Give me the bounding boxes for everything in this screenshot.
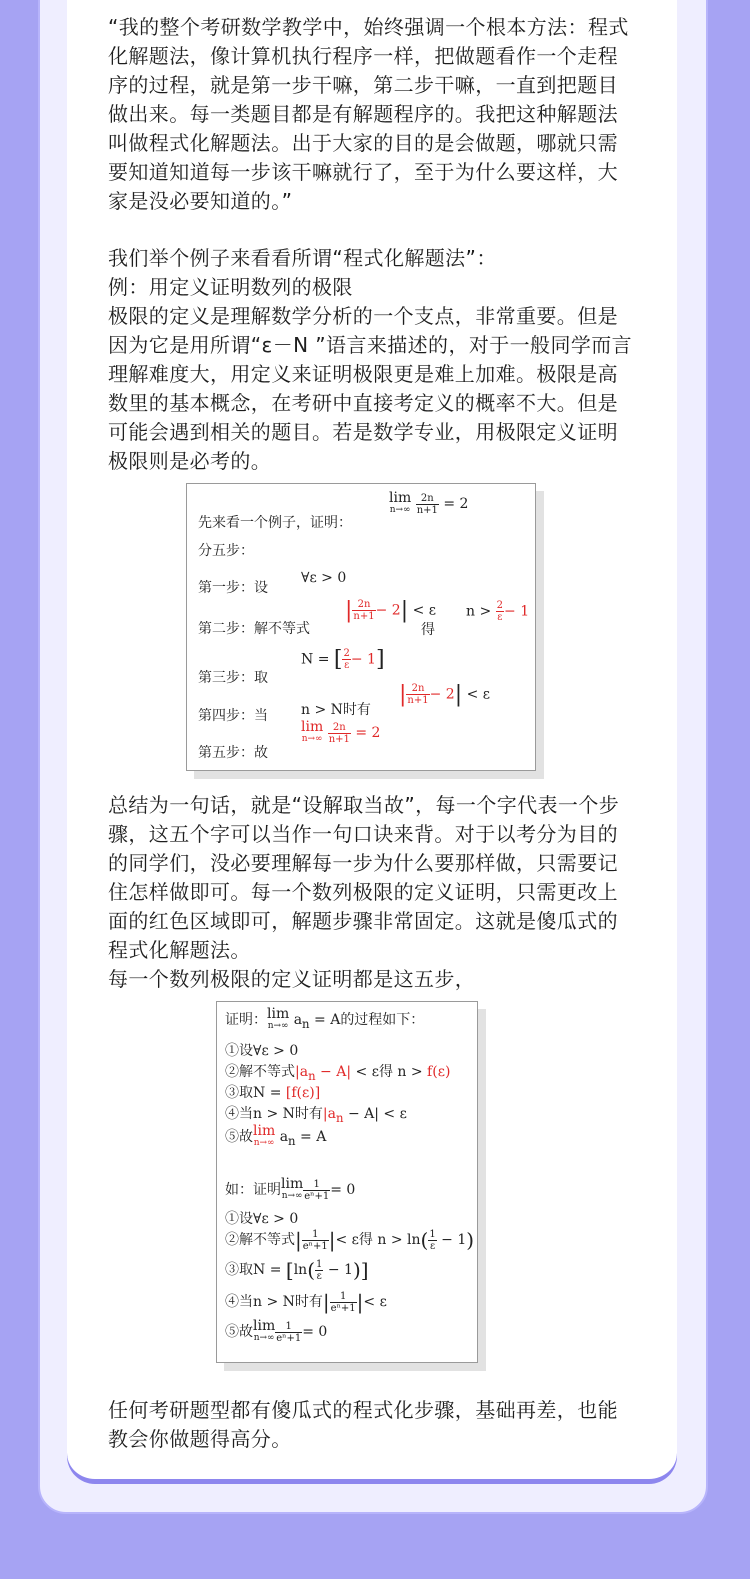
fig1-step4-label: 第四步：当 [198,708,268,724]
fig1-step3-label: 第三步：取 [198,670,268,686]
quote-line: “我的整个考研数学教学中，始终强调一个根本方法：程式 [108,15,629,39]
fraction: $\frac{2n}{n+1}$ [416,492,438,516]
fig2-title: 证明： lim n→∞ $a_n = A$的过程如下： [225,1006,425,1031]
quote-line: 要知道知道每一步该干嘛就行了，至于为什么要这样，大 [108,160,618,184]
quote-line: 家是没必要知道的。” [108,189,293,213]
fig2-ex-step1: ①设∀ε > 0 [225,1211,299,1227]
fig1-steps-label: 分五步： [198,543,254,559]
intro-line: 理解难度大，用定义来证明极限更是难上加难。极限是高 [108,362,618,386]
summary-line: 程式化解题法。 [108,938,251,962]
intro-line: 例：用定义证明数列的极限 [108,275,353,299]
fig2-example-title: 如：证明 lim n→∞ $\frac{1}{\text{eⁿ+1}}$ = 0 [225,1176,356,1202]
fig2-step5: ⑤故 lim n→∞ $a_n = A$ [225,1123,327,1148]
fig2-ex-step3: ③取N = [ln( $\frac{1}{\varepsilon}$ − 1)] [225,1258,369,1282]
summary-line: 住怎样做即可。每一个数列极限的定义证明，只需更改上 [108,880,618,904]
quote-line: 叫做程式化解题法。出于大家的目的是会做题，哪就只需 [108,131,618,155]
summary-line: 的同学们，没必要理解每一步为什么要那样做，只需要记 [108,851,618,875]
summary-paragraph [108,791,644,994]
intro-line: 因为它是用所谓“ε－N ”语言来描述的，对于一般同学而言 [108,333,633,357]
intro-paragraph [108,244,644,476]
fig1-step4-ineq: | $\frac{2n}{n+1}$ − 2| < ε [399,682,491,707]
intro-line: 我们举个例子来看看所谓“程式化解题法”： [108,246,497,270]
lim-symbol: lim n→∞ [389,490,412,515]
quote-line: 化解题法，像计算机执行程序一样，把做题看作一个走程 [108,44,618,68]
summary-line: 总结为一句话，就是“设解取当故”，每一个字代表一个步 [108,793,620,817]
intro-line: 数里的基本概念，在考研中直接考定义的概率不大。但是 [108,391,618,415]
fig1-step3-expr: N = [ $\frac{2}{\varepsilon}$ − 1] [301,647,385,672]
example-proof-figure [186,483,536,771]
quote-line: 做出来。每一类题目都是有解题程序的。我把这种解题法 [108,102,618,126]
fig2-ex-step4: ④当n > N时有| $\frac{1}{\text{eⁿ+1}}$ |< ε [225,1290,387,1314]
closing-paragraph [108,1396,644,1454]
fig1-limit-expr: lim n→∞ $\frac{2n}{n+1}$ = 2 [389,490,469,516]
general-steps-figure [216,1001,478,1363]
fig1-step2-result: n > $\frac{2}{\varepsilon}$ − 1 [466,600,530,623]
fig2-ex-step5: ⑤故 lim n→∞ $\frac{1}{\text{eⁿ+1}}$ = 0 [225,1318,328,1344]
fig2-step2: ②解不等式$|a_n - A| < \varepsilon$得 n > f(ε) [225,1064,451,1083]
fig1-step1-label: 第一步：设 [198,580,268,596]
fig1-step2-ineq: | $\frac{2n}{n+1}$ − 2| < ε [345,598,437,623]
quote-paragraph [108,13,644,216]
fig1-step4-cond: n > N时有 [301,702,371,718]
quote-line: 序的过程，就是第一步干嘛，第二步干嘛，一直到把题目 [108,73,618,97]
fig1-step2-get: 得 [421,622,435,638]
summary-line: 面的红色区域即可，解题步骤非常固定。这就是傻瓜式的 [108,909,618,933]
fig2-step3: ③取N = [f(ε)] [225,1085,321,1101]
fig1-step1-expr: ∀ε > 0 [301,570,347,586]
fig1-intro: 先来看一个例子，证明： [198,515,352,531]
summary-line: 每一个数列极限的定义证明都是这五步， [108,967,476,991]
intro-line: 可能会遇到相关的题目。若是数学专业，用极限定义证明 [108,420,618,444]
summary-line: 骤，这五个字可以当作一句口诀来背。对于以考分为目的 [108,822,618,846]
fig2-ex-step2: ②解不等式| $\frac{1}{\text{eⁿ+1}}$ |< ε得 n > ln( $\frac{1}{\varepsilon}$ − 1) [225,1228,475,1252]
fig1-step5-expr: lim n→∞ $\frac{2n}{n+1}$ = 2 [301,719,381,745]
closing-line: 教会你做题得高分。 [108,1427,292,1451]
intro-line: 极限则是必考的。 [108,449,272,473]
fig2-step1: ①设∀ε > 0 [225,1043,299,1059]
fig1-step5-label: 第五步：故 [198,745,268,761]
fig1-step2-label: 第二步：解不等式 [198,621,310,637]
closing-line: 任何考研题型都有傻瓜式的程式化步骤，基础再差，也能 [108,1398,618,1422]
intro-line: 极限的定义是理解数学分析的一个支点，非常重要。但是 [108,304,618,328]
fig2-step4: ④当n > N时有$|a_n - A| < \varepsilon$ [225,1106,407,1125]
